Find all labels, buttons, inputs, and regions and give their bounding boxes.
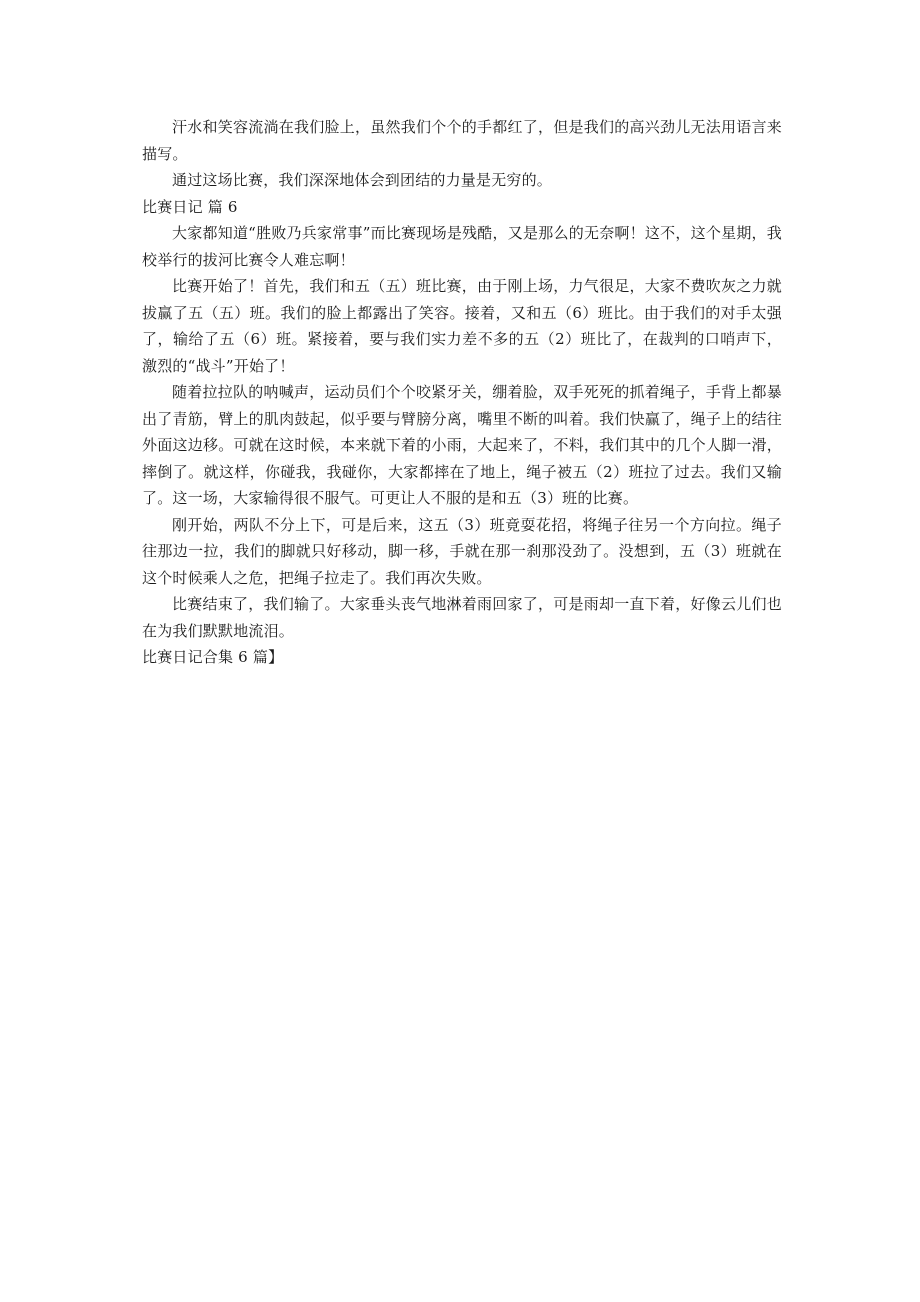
paragraph-1: 汗水和笑容流淌在我们脸上，虽然我们个个的手都红了，但是我们的高兴劲儿无法用语言来描写。 — [142, 118, 782, 163]
document-body — [142, 114, 782, 671]
paragraph-4: 比赛开始了！首先，我们和五（五）班比赛，由于刚上场，力气很足，大家不费吹灰之力就拔赢了五（五）班。我们的脸上都露出了笑容。接着，又和五（6）班比。由于我们的对手太强了，输给了五（6）班。紧接着，要与我们实力差不多的五（2）班比了，在裁判的口哨声下，激烈的“战斗”开始了！ — [142, 277, 782, 375]
paragraph-7: 比赛结束了，我们输了。大家垂头丧气地淋着雨回家了，可是雨却一直下着，好像云儿们也在为我们默默地流泪。 — [142, 595, 782, 640]
section-heading: 比赛日记 篇 6 — [142, 197, 238, 216]
paragraph-5: 随着拉拉队的呐喊声，运动员们个个咬紧牙关，绷着脸，双手死死的抓着绳子，手背上都暴出了青筋，臂上的肌肉鼓起，似乎要与臂膀分离，嘴里不断的叫着。我们快赢了，绳子上的结往外面这边移。可就在这时候，本来就下着的小雨，大起来了，不料，我们其中的几个人脚一滑，摔倒了。就这样，你碰我，我碰你，大家都摔在了地上，绳子被五（2）班拉了过去。我们又输了。这一场，大家输得很不服气。可更让人不服的是和五（3）班的比赛。 — [142, 383, 782, 507]
paragraph-2: 通过这场比赛，我们深深地体会到团结的力量是无穷的。 — [172, 171, 553, 189]
closing-line: 比赛日记合集 6 篇】 — [142, 648, 284, 666]
paragraph-3: 大家都知道“胜败乃兵家常事”而比赛现场是残酷，又是那么的无奈啊！这不，这个星期，我校举行的拔河比赛令人难忘啊！ — [142, 224, 782, 269]
paragraph-6: 刚开始，两队不分上下，可是后来，这五（3）班竟耍花招，将绳子往另一个方向拉。绳子往那边一拉，我们的脚就只好移动，脚一移，手就在那一刹那没劲了。没想到，五（3）班就在这个时候乘人之危，把绳子拉走了。我们再次失败。 — [142, 515, 782, 587]
